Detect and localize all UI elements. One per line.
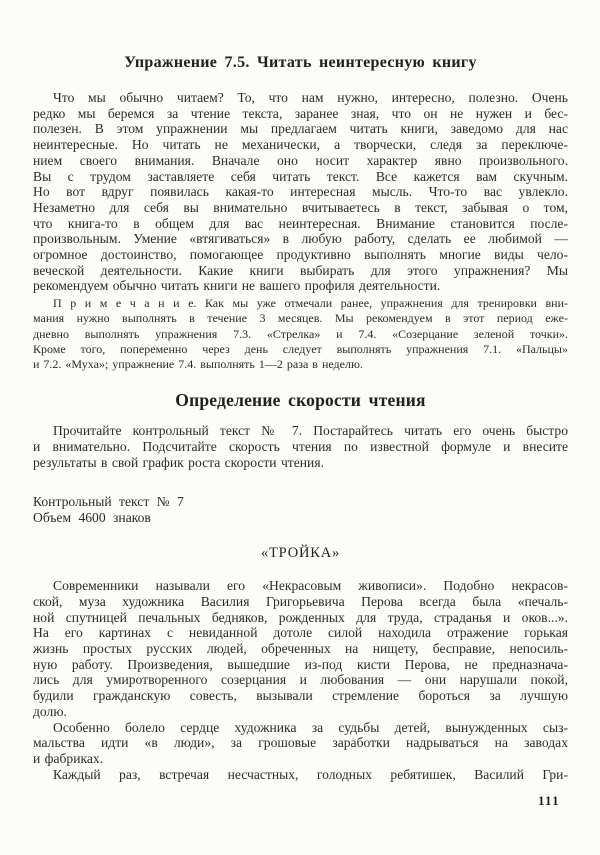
text-line: и 7.2. «Муха»; упражнение 7.4. выполнять 1—2 раза в неделю. bbox=[33, 356, 363, 371]
text-line: Современники называли его «Некрасовым живописи». Подобно некрасов- bbox=[53, 578, 568, 594]
text-line: дневно выполнять упражнения 7.3. «Стрелка» и 7.4. «Созерцание зеленой точки». bbox=[33, 326, 568, 341]
troika-title: «ТРОЙКА» bbox=[260, 545, 341, 562]
text-line: Особенно болело сердце художника за судьбы детей, вынужденных сыз- bbox=[53, 719, 568, 735]
text-line: ской, муза художника Василия Григорьевича Перова всегда была «печаль- bbox=[33, 593, 568, 609]
troika-paragraph-2 bbox=[33, 720, 568, 767]
text-line: ную работу. Произведения, вышедшие из-под кисти Перова, не предназнача- bbox=[33, 656, 568, 672]
exercise-title: Упражнение 7.5. Читать неинтересную книгу bbox=[124, 54, 477, 71]
text-line: Прочитайте контрольный текст № 7. Постарайтесь читать его очень быстро bbox=[53, 423, 568, 439]
page-number: 111 bbox=[538, 794, 560, 809]
text-line: Незаметно для себя вы внимательно вчитываетесь в текст, забывая о том, bbox=[33, 199, 568, 215]
text-line: неинтересные. Но читать не механически, а творчески, следя за переключе- bbox=[33, 137, 568, 153]
text-line: Каждый раз, встречая несчастных, голодных ребятишек, Василий Гри- bbox=[53, 766, 568, 782]
control-text-block bbox=[33, 494, 568, 525]
text-line: Но вот вдруг появилась какая-то интересная мысль. Что-то вас увлекло. bbox=[33, 184, 568, 200]
text-line: будили гражданскую совесть, вызывали стремление бороться за лучшую bbox=[33, 688, 568, 704]
text-line: мания нужно выполнять в течение 3 месяцев. Мы рекомендуем в этот период еже- bbox=[33, 311, 568, 326]
text-line: рекомендуем обычно читать книги не вашего профиля деятельности. bbox=[33, 278, 441, 294]
text-line: произвольным. Умение «втягиваться» в любую работу, сделать ее любимой — bbox=[33, 231, 568, 247]
text-line: П р и м е ч а н и е. Как мы уже отмечали ранее, упражнения для тренировки вни- bbox=[53, 296, 568, 311]
text-line: долю. bbox=[33, 703, 67, 719]
control-text-label: Контрольный текст № 7 bbox=[33, 494, 184, 510]
text-line: и внимательно. Подсчитайте скорость чтения по известной формуле и внесите bbox=[33, 438, 568, 454]
text-line: результаты в свой график роста скорости чтения. bbox=[33, 454, 324, 470]
text-line: ной спутницей печальных бедняков, рожденных для труда, страданья и оков...». bbox=[33, 609, 568, 625]
text-line: На его картинах с невиданной дотоле силой находила отражение горькая bbox=[33, 625, 568, 641]
text-line: веческой деятельности. Какие книги выбирать для этого упражнения? Мы bbox=[33, 262, 568, 278]
text-line: Вы с трудом заставляете себя читать текст. Все кажется вам скучным. bbox=[33, 168, 568, 184]
text-line: нием своего внимания. Вначале оно носит характер явно произвольного. bbox=[33, 152, 568, 168]
speed-section-paragraph bbox=[33, 423, 568, 470]
speed-section-title: Определение скорости чтения bbox=[175, 390, 426, 411]
exercise-paragraph bbox=[33, 90, 568, 294]
text-line: редко мы беремся за чтение текста, заранее зная, что он не нужен и бес- bbox=[33, 105, 568, 121]
text-line: полезен. В этом упражнении мы предлагаем читать книги, заведомо для нас bbox=[33, 121, 568, 137]
troika-paragraph-1 bbox=[33, 578, 568, 719]
text-line: что книга-то в общем для вас неинтересная. Внимание становится после- bbox=[33, 215, 568, 231]
volume-label: Объем 4600 знаков bbox=[33, 509, 151, 525]
text-line: Что мы обычно читаем? То, что нам нужно, интересно, полезно. Очень bbox=[53, 90, 568, 105]
troika-paragraph-3 bbox=[33, 767, 568, 783]
exercise-note bbox=[33, 296, 568, 372]
text-line: жизнь простых русских людей, обреченных на нищету, бесправие, непосиль- bbox=[33, 641, 568, 657]
text-line: и фабриках. bbox=[33, 751, 104, 766]
text-line: мальства идти «в люди», за грошовые заработки надрываться на заводах bbox=[33, 735, 568, 751]
text-line: лись для умиротворенного созерцания и любования — они нарушали покой, bbox=[33, 672, 568, 688]
text-line: Кроме того, попеременно через день следует выполнять упражнения 7.1. «Пальцы» bbox=[33, 341, 568, 356]
text-line: огромное достоинство, помогающее продуктивно выполнять многие виды чело- bbox=[33, 247, 568, 263]
